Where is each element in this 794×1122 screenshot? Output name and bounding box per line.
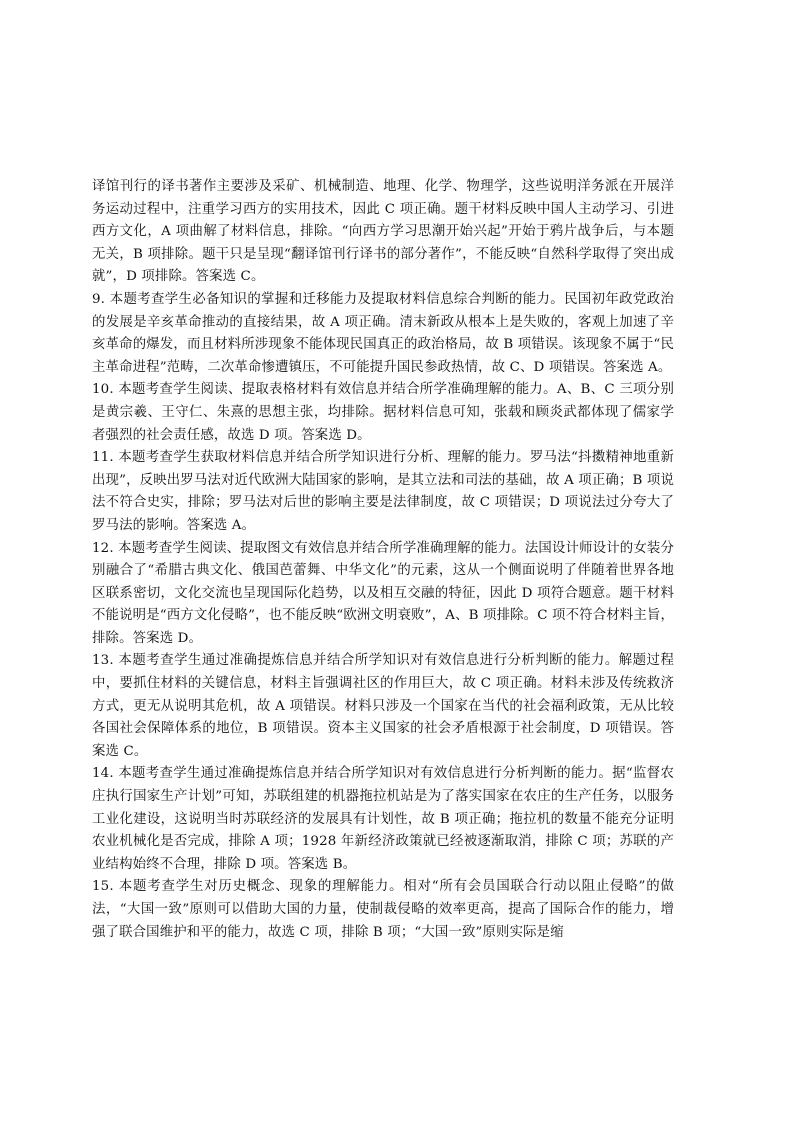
answer-explanations [92, 176, 674, 944]
paragraph-8-continued: 译馆刊行的译书著作主要涉及采矿、机械制造、地理、化学、物理学，这些说明洋务派在开展洋务运动过程中，注重学习西方的实用技术，因此 C 项正确。题干材料反映中国人主动学习、引进西方文化，A 项曲解了材料信息，排除。“向西方学习思潮开始兴起”开始于鸦片战争后，与本题无关，B 项排除。题干只是呈现“翻译馆刊行译书的部分著作”，不能反映“自然科学取得了突出成就”，D 项排除。答案选 C。 [92, 179, 674, 285]
paragraph-question-11: 11. 本题考查学生获取材料信息并结合所学知识进行分析、理解的能力。罗马法“抖擞精神地重新出现”，反映出罗马法对近代欧洲大陆国家的影响，是其立法和司法的基础，故 A 项正确；B 项说法不符合史实，排除；罗马法对后世的影响主要是法律制度，故 C 项错误；D 项说法过分夸大了罗马法的影响。答案选 A。 [92, 450, 674, 533]
paragraph-question-9: 9. 本题考查学生必备知识的掌握和迁移能力及提取材料信息综合判断的能力。民国初年政党政治的发展是辛亥革命推动的直接结果，故 A 项正确。清末新政从根本上是失败的，客观上加速了辛亥革命的爆发，而且材料所涉现象不能体现民国真正的政治格局，故 B 项错误。该现象不属于“民主革命进程”范畴，二次革命惨遭镇压，不可能提升国民参政热情，故 C、D 项错误。答案选 A。 [92, 291, 674, 375]
paragraph-question-10: 10. 本题考查学生阅读、提取表格材料有效信息并结合所学准确理解的能力。A、B、C 三项分别是黄宗羲、王守仁、朱熹的思想主张，均排除。据材料信息可知，张载和顾炎武都体现了儒家学者强烈的社会责任感，故选 D 项。答案选 D。 [92, 382, 674, 443]
paragraph-question-15: 15. 本题考查学生对历史概念、现象的理解能力。相对“所有会员国联合行动以阻止侵略”的做法，“大国一致”原则可以借助大国的力量，使制裁侵略的效率更高，提高了国际合作的能力，增强了联合国维护和平的能力，故选 C 项，排除 B 项；“大国一致”原则实际是缩 [92, 879, 674, 940]
paragraph-question-13: 13. 本题考查学生通过准确提炼信息并结合所学知识对有效信息进行分析判断的能力。解题过程中，要抓住材料的关键信息，材料主旨强调社区的作用巨大，故 C 项正确。材料未涉及传统救济方式，更无从说明其危机，故 A 项错误。材料只涉及一个国家在当代的社会福利政策，无从比较各国社会保障体系的地位，B 项错误。资本主义国家的社会矛盾根源于社会制度，D 项错误。答案选 C。 [92, 653, 674, 759]
paragraph-question-14: 14. 本题考查学生通过准确提炼信息并结合所学知识对有效信息进行分析判断的能力。据“监督农庄执行国家生产计划”可知，苏联组建的机器拖拉机站是为了落实国家在农庄的生产任务，以服务工业化建设，这说明当时苏联经济的发展具有计划性，故 B 项正确；拖拉机的数量不能充分证明农业机械化是否完成，排除 A 项；1928 年新经济政策就已经被逐渐取消，排除 C 项；苏联的产业结构始终不合理，排除 D 项。答案选 B。 [92, 766, 674, 872]
paragraph-question-12: 12. 本题考查学生阅读、提取图文有效信息并结合所学准确理解的能力。法国设计师设计的女装分别融合了“希腊古典文化、俄国芭蕾舞、中华文化”的元素，这从一个侧面说明了伴随着世界各地区联系密切，文化交流也呈现国际化趋势，以及相互交融的特征，因此 D 项符合题意。题干材料不能说明是“西方文化侵略”，也不能反映“欧洲文明衰败”，A、B 项排除。C 项不符合材料主旨，排除。答案选 D。 [92, 540, 674, 646]
